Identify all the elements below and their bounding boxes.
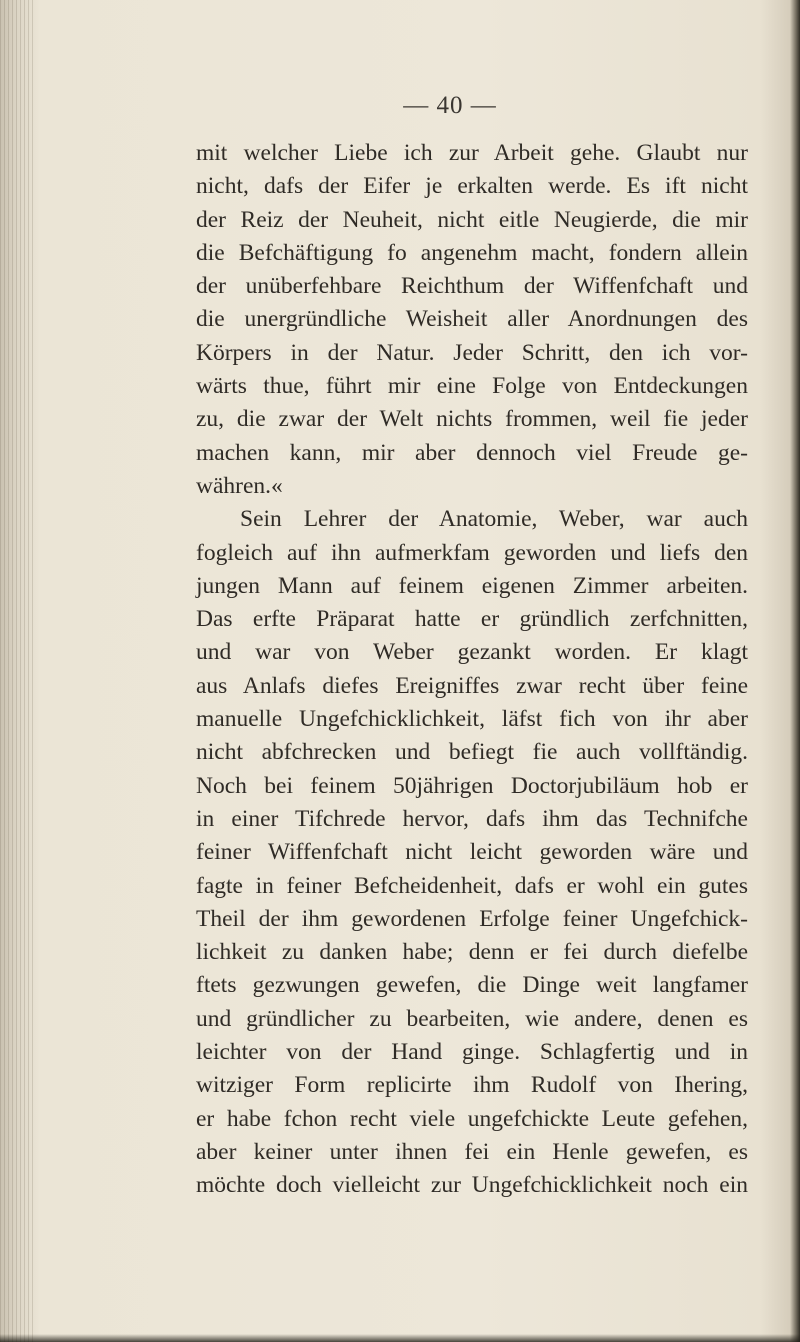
text-line: und war von Weber gezankt worden. Er klagt	[196, 639, 748, 666]
text-line: möchte doch vielleicht zur Ungefchicklichkeit noch ein	[196, 1172, 748, 1199]
text-line: aus Anlafs diefes Ereigniffes zwar recht über feine	[196, 672, 748, 699]
text-line: er habe fchon recht viele ungefchickte Leute gefehen,	[196, 1105, 748, 1132]
text-line: manuelle Ungefchicklichkeit, läfst fich von ihr aber	[196, 706, 748, 733]
text-line: wärts thue, führt mir eine Folge von Entdeckungen	[196, 373, 748, 400]
page-number: — 40 —	[403, 92, 497, 119]
page-bottom-edge	[0, 1334, 800, 1342]
text-line: zu, die zwar der Welt nichts frommen, weil fie jeder	[196, 406, 748, 433]
text-line: der Reiz der Neuheit, nicht eitle Neugierde, die mir	[196, 206, 748, 233]
text-line: Körpers in der Natur. Jeder Schritt, den ich vor-	[196, 339, 748, 366]
text-line: der unüberfehbare Reichthum der Wiffenfchaft und	[196, 273, 748, 300]
text-line: fogleich auf ihn aufmerkfam geworden und liefs den	[196, 539, 748, 566]
text-line: fagte in feiner Befcheidenheit, dafs er wohl ein gutes	[196, 872, 748, 899]
text-line: lichkeit zu danken habe; denn er fei durch diefelbe	[196, 939, 748, 966]
page-right-edge	[790, 0, 800, 1342]
page-gutter	[0, 0, 34, 1342]
text-line: jungen Mann auf feinem eigenen Zimmer arbeiten.	[196, 572, 748, 599]
text-line: ftets gezwungen gewefen, die Dinge weit langfamer	[196, 972, 748, 999]
text-line: die unergründliche Weisheit aller Anordnungen des	[196, 306, 748, 333]
text-line: in einer Tifchrede hervor, dafs ihm das Technifche	[196, 805, 748, 832]
text-line: aber keiner unter ihnen fei ein Henle gewefen, es	[196, 1138, 748, 1165]
text-line: und gründlicher zu bearbeiten, wie andere, denen es	[196, 1005, 748, 1032]
text-line: Sein Lehrer der Anatomie, Weber, war auch	[240, 506, 748, 533]
text-line: Das erfte Präparat hatte er gründlich zerfchnitten,	[196, 606, 748, 633]
text-line: witziger Form replicirte ihm Rudolf von Ihering,	[196, 1072, 748, 1099]
text-line: währen.«	[196, 472, 283, 499]
text-line: mit welcher Liebe ich zur Arbeit gehe. Glaubt nur	[196, 140, 748, 166]
body-text	[196, 137, 748, 1203]
text-line: machen kann, mir aber dennoch viel Freude ge-	[196, 439, 748, 466]
text-line: Theil der ihm gewordenen Erfolge feiner Ungefchick-	[196, 905, 748, 932]
text-line: Noch bei feinem 50jährigen Doctorjubiläum hob er	[196, 772, 748, 799]
text-line: die Befchäftigung fo angenehm macht, fondern allein	[196, 239, 748, 266]
text-line: leichter von der Hand ginge. Schlagfertig und in	[196, 1039, 748, 1066]
text-line: feiner Wiffenfchaft nicht leicht geworden wäre und	[196, 839, 748, 866]
text-line: nicht abfchrecken und befiegt fie auch vollftändig.	[196, 739, 748, 766]
text-line: nicht, dafs der Eifer je erkalten werde. Es ift nicht	[196, 173, 748, 200]
